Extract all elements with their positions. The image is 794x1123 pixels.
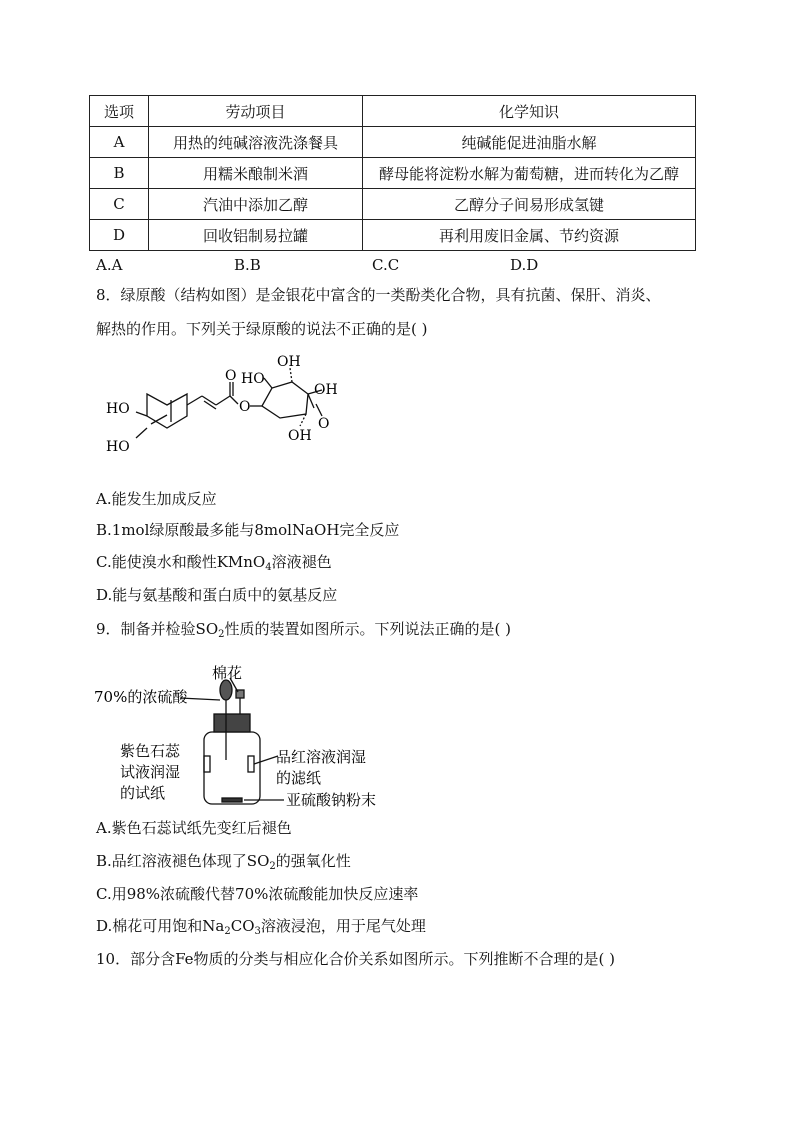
option-c[interactable]: C.C [372, 256, 400, 274]
option-text: C.能使溴水和酸性KMnO [96, 553, 266, 571]
structure-label: OH [277, 354, 301, 370]
q8-stem-line2: 解热的作用。下列关于绿原酸的说法不正确的是( ) [96, 320, 428, 338]
q8-option-d[interactable]: D.能与氨基酸和蛋白质中的氨基反应 [96, 586, 338, 604]
header-cell: 劳动项目 [149, 96, 363, 127]
table-row [90, 189, 696, 220]
q8-option-c[interactable] [96, 551, 332, 573]
sulfite-label: 亚硫酸钠粉末 [286, 791, 377, 809]
subscript: 2 [218, 629, 225, 640]
so2-apparatus-figure [92, 660, 392, 810]
structure-label: HO [241, 371, 265, 387]
table-cell: 再利用废旧金属、节约资源 [363, 220, 696, 251]
table-row [90, 127, 696, 158]
header-cell: 选项 [90, 96, 149, 127]
table-cell: C [90, 189, 149, 220]
chlorogenic-acid-structure [100, 350, 360, 465]
subscript: 2 [224, 926, 231, 937]
table-cell: 用糯米酿制米酒 [149, 158, 363, 189]
q9-option-d[interactable] [96, 915, 426, 937]
option-text: 溶液浸泡，用于尾气处理 [260, 917, 426, 935]
q8-option-a[interactable]: A.能发生加成反应 [96, 490, 217, 508]
q9-option-c[interactable]: C.用98%浓硫酸代替70%浓硫酸能加快反应速率 [96, 885, 419, 903]
structure-label: HO [106, 439, 130, 455]
structure-label: OH [288, 428, 312, 444]
cotton-label: 棉花 [212, 664, 243, 682]
option-text: 溶液褪色 [271, 553, 332, 571]
structure-label: OH [314, 382, 338, 398]
magenta-label: 的滤纸 [276, 769, 322, 787]
option-text: CO [230, 917, 255, 935]
litmus-label: 紫色石蕊 [120, 742, 181, 760]
q9-option-b[interactable] [96, 850, 351, 872]
q10-stem: 10．部分含Fe物质的分类与相应化合价关系如图所示。下列推断不合理的是( ) [96, 950, 616, 968]
stem-text: 性质的装置如图所示。下列说法正确的是( ) [224, 620, 511, 638]
q8-option-b[interactable]: B.1mol绿原酸最多能与8molNaOH完全反应 [96, 521, 400, 539]
table-cell: 回收铝制易拉罐 [149, 220, 363, 251]
q7-table [89, 95, 696, 251]
q7-options [96, 256, 616, 276]
option-b[interactable]: B.B [234, 256, 261, 274]
structure-label: HO [106, 401, 130, 417]
table-cell: D [90, 220, 149, 251]
acid-label: 70%的浓硫酸 [94, 688, 188, 706]
subscript: 2 [269, 861, 276, 872]
subscript: 3 [254, 926, 261, 937]
q8-stem-line1: 8．绿原酸（结构如图）是金银花中富含的一类酚类化合物，具有抗菌、保肝、消炎、 [96, 286, 661, 304]
table-cell: B [90, 158, 149, 189]
table-row [90, 158, 696, 189]
stem-text: 9．制备并检验SO [96, 620, 219, 638]
option-text: 的强氧化性 [275, 852, 351, 870]
table-cell: 酵母能将淀粉水解为葡萄糖，进而转化为乙醇 [363, 158, 696, 189]
structure-label: O [225, 368, 237, 384]
table-cell: 纯碱能促进油脂水解 [363, 127, 696, 158]
table-row [90, 220, 696, 251]
subscript: 4 [265, 562, 272, 573]
table-cell: 乙醇分子间易形成氢键 [363, 189, 696, 220]
header-cell: 化学知识 [363, 96, 696, 127]
option-d[interactable]: D.D [510, 256, 539, 274]
option-text: B.品红溶液褪色体现了SO [96, 852, 270, 870]
q9-option-a[interactable]: A.紫色石蕊试纸先变红后褪色 [96, 819, 292, 837]
table-header-row [90, 96, 696, 127]
table-cell: 用热的纯碱溶液洗涤餐具 [149, 127, 363, 158]
option-text: D.棉花可用饱和Na [96, 917, 225, 935]
magenta-label: 品红溶液润湿 [276, 748, 367, 766]
option-a[interactable]: A.A [96, 256, 123, 274]
litmus-label: 的试纸 [120, 784, 166, 802]
table-cell: 汽油中添加乙醇 [149, 189, 363, 220]
structure-label: O [318, 416, 330, 432]
structure-label: O [239, 399, 251, 415]
litmus-label: 试液润湿 [120, 763, 181, 781]
table-cell: A [90, 127, 149, 158]
q9-stem [96, 618, 511, 640]
